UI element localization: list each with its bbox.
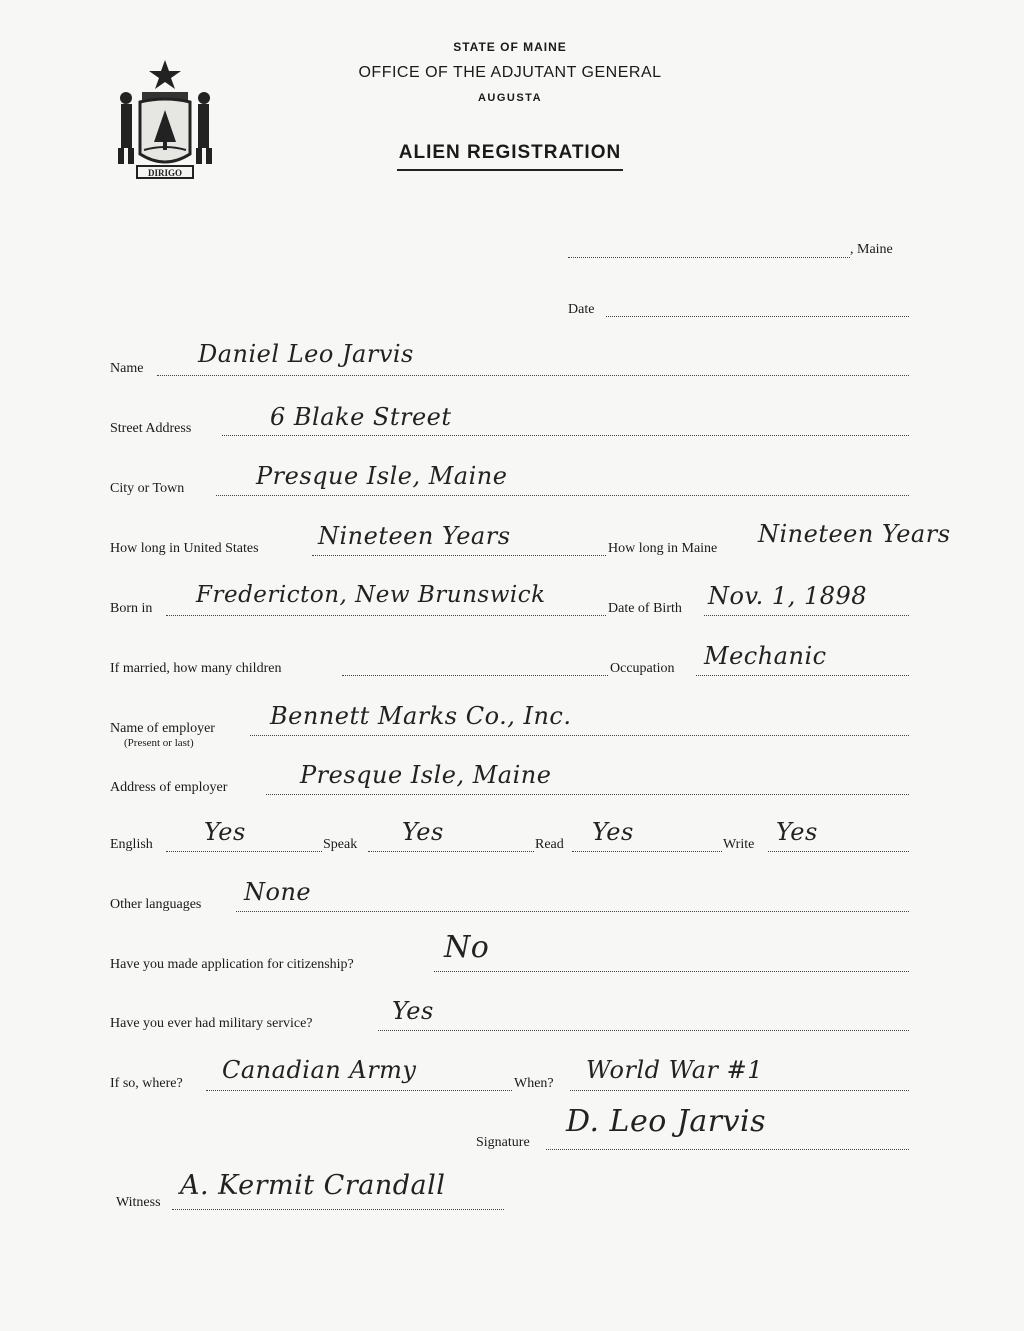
employer-address-label: Address of employer xyxy=(110,780,228,795)
married-label: If married, how many children xyxy=(110,661,282,676)
how-long-us-value: Nineteen Years xyxy=(318,522,511,550)
employer-label: Name of employer xyxy=(110,721,215,736)
how-long-us-line xyxy=(312,555,606,556)
military-value: Yes xyxy=(392,997,434,1025)
speak-label: Speak xyxy=(323,837,358,852)
occupation-label: Occupation xyxy=(610,661,675,676)
employer-line xyxy=(250,735,909,736)
street-value: 6 Blake Street xyxy=(270,403,452,431)
where-label: If so, where? xyxy=(110,1076,183,1091)
write-label: Write xyxy=(723,837,755,852)
maine-label: , Maine xyxy=(850,242,893,257)
other-languages-value: None xyxy=(244,878,312,906)
how-long-us-label: How long in United States xyxy=(110,541,259,556)
witness-label: Witness xyxy=(116,1195,161,1210)
when-line xyxy=(570,1090,909,1091)
employer-value: Bennett Marks Co., Inc. xyxy=(270,702,572,730)
employer-address-value: Presque Isle, Maine xyxy=(300,761,552,789)
speak-value: Yes xyxy=(402,818,444,846)
witness-line xyxy=(172,1209,504,1210)
english-line xyxy=(166,851,322,852)
how-long-maine-value: Nineteen Years xyxy=(758,520,951,548)
citizenship-value: No xyxy=(444,930,490,965)
state-heading: STATE OF MAINE xyxy=(453,40,567,54)
when-value: World War #1 xyxy=(586,1056,763,1084)
employer-note: (Present or last) xyxy=(124,737,194,749)
military-label: Have you ever had military service? xyxy=(110,1016,313,1031)
born-in-value: Fredericton, New Brunswick xyxy=(196,582,546,608)
dob-value: Nov. 1, 1898 xyxy=(708,582,868,610)
english-value: Yes xyxy=(204,818,246,846)
read-value: Yes xyxy=(592,818,634,846)
write-line xyxy=(768,851,909,852)
born-in-label: Born in xyxy=(110,601,153,616)
english-label: English xyxy=(110,837,153,852)
office-heading: OFFICE OF THE ADJUTANT GENERAL xyxy=(358,64,662,81)
occupation-value: Mechanic xyxy=(704,642,827,670)
married-line xyxy=(342,675,608,676)
city-line xyxy=(216,495,909,496)
where-value: Canadian Army xyxy=(222,1056,417,1084)
form-title-text: ALIEN REGISTRATION xyxy=(397,142,623,171)
signature-line xyxy=(546,1149,909,1150)
military-line xyxy=(378,1030,909,1031)
citizenship-label: Have you made application for citizenship? xyxy=(110,957,354,972)
when-label: When? xyxy=(514,1076,554,1091)
dob-line xyxy=(704,615,909,616)
street-label: Street Address xyxy=(110,421,192,436)
occupation-line xyxy=(696,675,909,676)
write-value: Yes xyxy=(776,818,818,846)
street-line xyxy=(222,435,909,436)
city-value: Presque Isle, Maine xyxy=(256,462,508,490)
name-label: Name xyxy=(110,361,144,376)
maine-state-seal-icon xyxy=(112,58,218,182)
name-line xyxy=(157,375,909,376)
city-heading: AUGUSTA xyxy=(477,92,543,104)
where-line xyxy=(206,1090,512,1091)
place-line xyxy=(568,257,850,258)
date-label: Date xyxy=(568,302,595,317)
seal-text: DIRIGO xyxy=(147,168,183,178)
city-label: City or Town xyxy=(110,481,185,496)
signature-value: D. Leo Jarvis xyxy=(566,1104,767,1139)
name-value: Daniel Leo Jarvis xyxy=(198,340,414,368)
signature-label: Signature xyxy=(476,1135,530,1150)
read-label: Read xyxy=(535,837,564,852)
citizenship-line xyxy=(434,971,909,972)
witness-value: A. Kermit Crandall xyxy=(180,1170,446,1201)
other-languages-line xyxy=(236,911,909,912)
dob-label: Date of Birth xyxy=(608,601,682,616)
read-line xyxy=(572,851,722,852)
how-long-maine-label: How long in Maine xyxy=(608,541,718,556)
speak-line xyxy=(368,851,534,852)
born-in-line xyxy=(166,615,606,616)
date-line xyxy=(606,316,909,317)
form-title xyxy=(330,142,690,164)
other-languages-label: Other languages xyxy=(110,897,202,912)
employer-address-line xyxy=(266,794,909,795)
